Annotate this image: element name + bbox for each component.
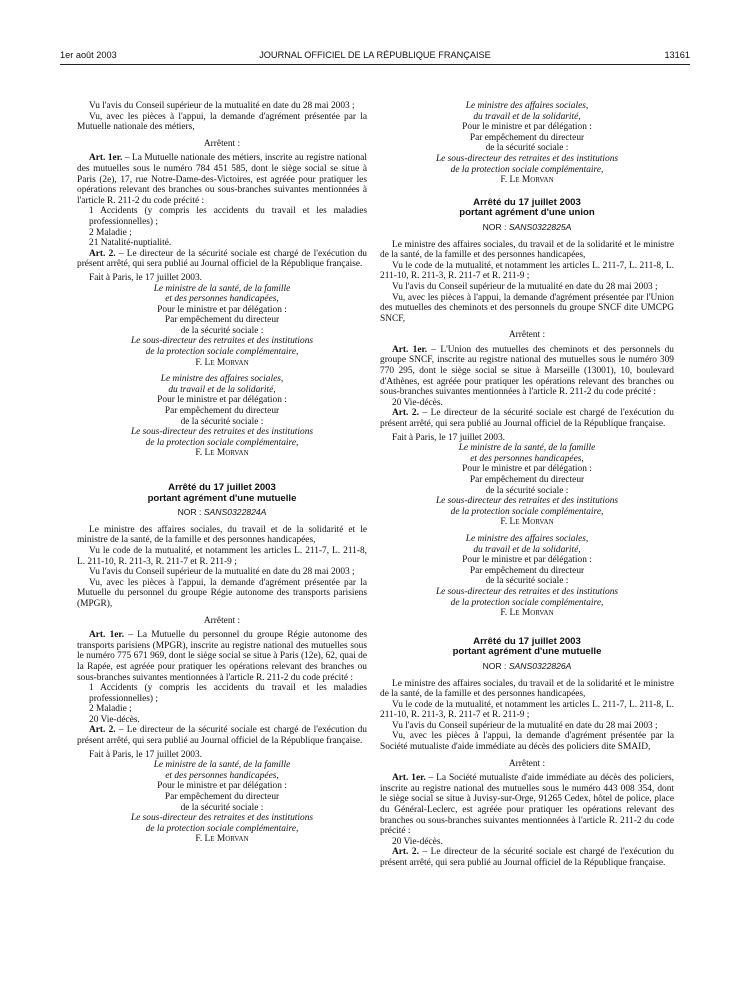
article-label: Art. 1er.	[89, 630, 125, 641]
signature-line: Par empêchement du directeur	[164, 406, 280, 417]
decree-title: Arrêté du 17 juillet 2003	[473, 196, 581, 208]
signature-line: Pour le ministre et par délégation :	[157, 304, 287, 315]
signature-line: de la protection sociale complémentaire,	[145, 437, 299, 448]
right-vu-avis-2: Vu l'avis du Conseil supérieur de la mutualité en date du 28 mai 2003 ;	[392, 720, 658, 731]
article-text: – La Mutuelle du personnel du groupe Régie autonome des transports parisiens (MPGR), inscrite au registre national des mutuelles sous le numéro 775 671 969, dont le siège social se situe à Paris (12e), 62, quai de la Rapée, est agréée pour pratiquer les opérations relevant des branches ou sous-branches suivantes mentionnées à l'article R. 211-2 du code précité :	[77, 630, 367, 683]
signature-line: de la protection sociale complémentaire,	[450, 506, 604, 517]
right-vu-code-2: Vu le code de la mutualité, et notamment les articles L. 211-7, L. 211-8, L. 211-10, R. 211-3, R. 211-7 et R. 211-9 ;	[380, 699, 674, 721]
right-preamble: Le ministre des affaires sociales, du travail et de la solidarité et le ministre de la santé, de la famille et des personnes handicapées,	[380, 239, 674, 261]
signature-line: Le ministre de la santé, de la famille	[153, 760, 291, 771]
signature-block	[77, 284, 367, 369]
signature-block	[77, 760, 367, 845]
nor-code: SANS0322825A	[508, 221, 572, 232]
article-text: – La Mutuelle nationale des métiers, inscrite au registre national des mutuelles sous le numéro 784 451 585, dont le siège social se situe à Paris (2e), 17, rue Notre-Dame-des-Victoires, est agréée pour pratiquer les opérations relevant des branches ou sous-branches suivantes mentionnées à l'article R. 211-2 du code précité :	[77, 153, 367, 206]
nor-reference: NOR : SANS0322825A	[482, 221, 572, 232]
signature-line: Pour le ministre et par délégation :	[462, 122, 592, 133]
article-label: Art. 2.	[392, 408, 419, 419]
left-art1	[77, 153, 367, 206]
signature-line: Le sous-directeur des retraites et des institutions	[130, 427, 314, 438]
signature-line: et des personnes handicapées,	[165, 770, 279, 781]
nor-reference: NOR : SANS0322826A	[482, 660, 572, 671]
signature-line: Par empêchement du directeur	[469, 565, 585, 576]
article-label: Art. 2.	[89, 248, 116, 259]
article-text: – Le directeur de la sécurité sociale est chargé de l'exécution du présent arrêté, qui sera publié au Journal officiel de la République française.	[380, 408, 674, 430]
decree-subtitle: portant agrément d'une mutuelle	[147, 492, 297, 504]
right-art2	[380, 408, 674, 429]
left-vu-avis: Vu l'avis du Conseil supérieur de la mutualité en date du 28 mai 2003 ;	[89, 101, 355, 111]
right-vu-pieces: Vu, avec les pièces à l'appui, la demande d'agrément présentée par l'Union des mutuelles des cheminots et des personnels du groupe SNCF dite UMCPG SNCF,	[380, 292, 674, 324]
signature-block	[380, 443, 674, 528]
right-arrete: Arrêtent :	[508, 330, 546, 341]
signature-line: Le ministre des affaires sociales,	[465, 101, 589, 111]
signature-line: Le ministre de la santé, de la famille	[153, 283, 291, 294]
article-text: – Le directeur de la sécurité sociale est chargé de l'exécution du présent arrêté, qui sera publié au Journal officiel de la République française.	[77, 248, 367, 270]
right-art2-2	[380, 847, 674, 868]
signature-block	[77, 374, 367, 459]
signatory-name: F. Le Morvan	[195, 357, 249, 368]
header-page-number: 13161	[664, 50, 690, 60]
signature-line: de la sécurité sociale :	[485, 143, 569, 154]
signature-line: Par empêchement du directeur	[164, 792, 280, 803]
right-preamble-2: Le ministre des affaires sociales, du travail et de la solidarité et le ministre de la santé, de la famille et des personnes handicapées,	[380, 678, 674, 700]
signature-line: Par empêchement du directeur	[469, 132, 585, 143]
signatory-name: F. Le Morvan	[500, 175, 554, 186]
article-label: Art. 1er.	[392, 344, 428, 355]
signatory-name: F. Le Morvan	[500, 517, 554, 528]
signature-line: Le sous-directeur des retraites et des institutions	[435, 153, 619, 164]
header-date: 1er août 2003	[60, 50, 117, 60]
left-vu-pieces-2: Vu, avec les pièces à l'appui, la demande d'agrément présentée par la Mutuelle du personnel du groupe Régie autonome des transports parisiens (MPGR),	[77, 577, 367, 609]
signature-line: Pour le ministre et par délégation :	[157, 395, 287, 406]
branch-item: 20 Vie-décès.	[392, 836, 443, 847]
branch-item: 20 Vie-décès.	[392, 397, 443, 408]
signature-line: de la sécurité sociale :	[180, 325, 264, 336]
left-vu-code: Vu le code de la mutualité, et notamment les articles L. 211-7, L. 211-8, L. 211-10, R. 211-3, R. 211-7 et R. 211-9 ;	[77, 545, 367, 567]
right-art1	[380, 345, 674, 398]
right-art1-2	[380, 773, 674, 837]
article-label: Art. 1er.	[392, 773, 426, 784]
nor-code: SANS0322826A	[508, 660, 572, 671]
article-label: Art. 2.	[89, 725, 116, 736]
article-text: – Le directeur de la sécurité sociale est chargé de l'exécution du présent arrêté, qui sera publié au Journal officiel de la République française.	[77, 725, 367, 747]
signature-line: Le sous-directeur des retraites et des institutions	[435, 586, 619, 597]
signature-line: de la sécurité sociale :	[485, 576, 569, 587]
left-fait: Fait à Paris, le 17 juillet 2003.	[89, 272, 203, 283]
signature-line: et des personnes handicapées,	[165, 294, 279, 305]
signature-line: de la protection sociale complémentaire,	[450, 164, 604, 175]
page-header	[60, 50, 690, 64]
signature-line: du travail et de la solidarité,	[473, 111, 581, 122]
signature-line: Par empêchement du directeur	[164, 315, 280, 326]
signature-line: de la protection sociale complémentaire,	[450, 597, 604, 608]
left-art2	[77, 249, 367, 270]
branch-item: 2 Maladie ;	[89, 227, 132, 238]
left-arrete-2: Arrêtent :	[203, 615, 241, 626]
left-fait-2: Fait à Paris, le 17 juillet 2003.	[89, 749, 203, 760]
decree-subtitle: portant agrément d'une union	[459, 207, 595, 219]
signature-line: du travail et de la solidarité,	[168, 384, 276, 395]
left-vu-avis-2: Vu l'avis du Conseil supérieur de la mutualité en date du 28 mai 2003 ;	[89, 567, 355, 578]
signature-line: du travail et de la solidarité,	[473, 544, 581, 555]
signature-line: de la sécurité sociale :	[485, 485, 569, 496]
branch-item: 2 Maladie ;	[89, 704, 132, 715]
article-text: – L'Union des mutuelles des cheminots et des personnels du groupe SNCF, inscrite au registre national des mutuelles sous le numéro 309 770 295, dont le siège social se situe à Marseille (13001), 10, boulevard d'Athènes, est agréée pour pratiquer les opérations relevant des branches ou sous-branches suivantes mentionnées à l'article R. 211-2 du code précité :	[380, 344, 674, 398]
signature-line: Pour le ministre et par délégation :	[157, 781, 287, 792]
right-column	[380, 101, 674, 869]
article-text: – La Société mutualiste d'aide immédiate au décès des policiers, inscrite au registre national des mutuelles sous le numéro 443 008 354, dont le siège social se situe à Juvisy-sur-Orge, 91265 Cedex, hôtel de police, place du Général-Leclerc, est agréée pour pratiquer les opérations relevant des branches ou sous-branches suivantes mentionnées à l'article R. 211-2 du code précité :	[380, 773, 675, 837]
signature-line: et des personnes handicapées,	[470, 453, 584, 464]
left-column	[77, 101, 367, 845]
signatory-name: F. Le Morvan	[500, 608, 554, 619]
nor-code: SANS0322824A	[203, 507, 267, 518]
nor-reference: NOR : SANS0322824A	[177, 507, 267, 518]
left-arrete: Arrêtent :	[203, 138, 241, 149]
signature-line: Le ministre des affaires sociales,	[160, 374, 284, 385]
signature-line: Le sous-directeur des retraites et des institutions	[130, 813, 314, 824]
signatory-name: F. Le Morvan	[195, 448, 249, 459]
branch-item: 1 Accidents (y compris les accidents du travail et les maladies professionnelles) ;	[89, 206, 367, 227]
left-art2-2	[77, 725, 367, 746]
signature-block	[380, 534, 674, 619]
signature-line: Le ministre de la santé, de la famille	[458, 443, 596, 454]
signature-line: Le ministre des affaires sociales,	[465, 533, 589, 544]
signature-line: Par empêchement du directeur	[469, 475, 585, 485]
right-fait: Fait à Paris, le 17 juillet 2003.	[392, 432, 506, 443]
signature-line: de la protection sociale complémentaire,	[145, 347, 299, 358]
branch-item: 20 Vie-décès.	[89, 714, 140, 725]
signature-line: Le sous-directeur des retraites et des institutions	[435, 496, 619, 507]
right-vu-code: Vu le code de la mutualité, et notamment les articles L. 211-7, L. 211-8, L. 211-10, R. 211-3, R. 211-7 et R. 211-9 ;	[380, 260, 674, 282]
article-text: – Le directeur de la sécurité sociale est chargé de l'exécution du présent arrêté, qui sera publié au Journal officiel de la République française.	[380, 847, 674, 868]
signature-block	[380, 101, 674, 186]
left-preamble: Le ministre des affaires sociales, du travail et de la solidarité et le ministre de la santé, de la famille et des personnes handicapées,	[77, 524, 367, 546]
article-label: Art. 2.	[392, 847, 419, 858]
signature-line: Pour le ministre et par délégation :	[462, 464, 592, 475]
branch-item: 21 Natalité-nuptialité.	[89, 238, 172, 249]
decree-title: Arrêté du 17 juillet 2003	[473, 635, 581, 647]
signature-line: Le sous-directeur des retraites et des institutions	[130, 336, 314, 347]
left-art1-2	[77, 630, 367, 683]
signatory-name: F. Le Morvan	[195, 834, 249, 845]
signature-line: de la sécurité sociale :	[180, 802, 264, 813]
decree-title: Arrêté du 17 juillet 2003	[168, 482, 276, 493]
left-vu-pieces: Vu, avec les pièces à l'appui, la demande d'agrément présentée par la Mutuelle nationale des métiers,	[77, 111, 367, 133]
right-vu-pieces-2: Vu, avec les pièces à l'appui, la demande d'agrément présentée par la Société mutualiste d'aide immédiate au décès des policiers dite SMAID,	[380, 731, 674, 753]
decree-subtitle: portant agrément d'une mutuelle	[452, 646, 602, 658]
signature-line: de la sécurité sociale :	[180, 416, 264, 427]
article-label: Art. 1er.	[89, 153, 123, 164]
signature-line: Pour le ministre et par délégation :	[462, 555, 592, 566]
branch-item: 1 Accidents (y compris les accidents du travail et les maladies professionnelles) ;	[89, 683, 367, 704]
right-vu-avis: Vu l'avis du Conseil supérieur de la mutualité en date du 28 mai 2003 ;	[392, 281, 658, 292]
signature-line: de la protection sociale complémentaire,	[145, 823, 299, 834]
header-journal-title: JOURNAL OFFICIEL DE LA RÉPUBLIQUE FRANÇAISE	[259, 50, 491, 60]
header-rule	[60, 64, 690, 65]
right-arrete-2: Arrêtent :	[508, 758, 546, 769]
